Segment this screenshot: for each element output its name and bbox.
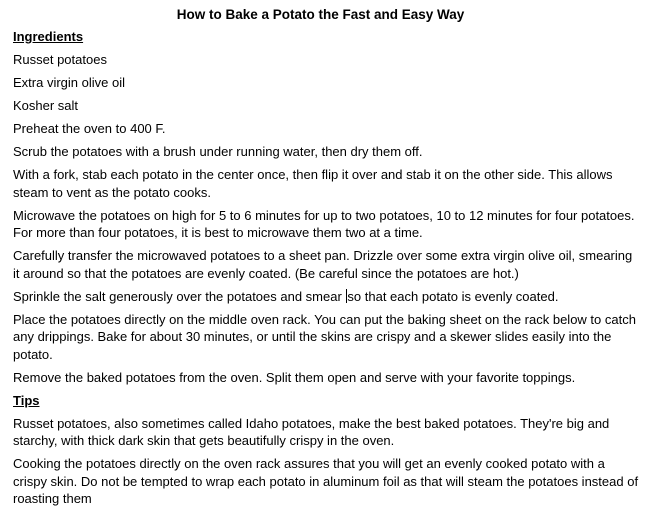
step-salt-text-after: so that each potato is evenly coated. bbox=[347, 288, 559, 304]
step-paragraph: Microwave the potatoes on high for 5 to 6 minutes for up to two potatoes, 10 to 12 minutes for four potatoes. For more than four potatoes, it is best to microwave them two at a time. bbox=[13, 207, 635, 240]
step-salt-text-before: Sprinkle the salt generously over the potatoes and smear bbox=[13, 288, 346, 304]
ingredient-item: Extra virgin olive oil bbox=[13, 75, 125, 90]
ingredient-item: Kosher salt bbox=[13, 98, 79, 113]
step-paragraph: Preheat the oven to 400 F. bbox=[13, 121, 166, 136]
document-title: How to Bake a Potato the Fast and Easy Way bbox=[176, 7, 465, 22]
ingredient-item: Russet potatoes bbox=[13, 52, 107, 67]
step-paragraph-salt bbox=[13, 288, 641, 306]
step-paragraph: Scrub the potatoes with a brush under running water, then dry them off. bbox=[13, 144, 423, 159]
ingredients-heading: Ingredients bbox=[13, 29, 84, 44]
step-paragraph: Carefully transfer the microwaved potatoes to a sheet pan. Drizzle over some extra virgin olive oil, smearing it around so that the potatoes are evenly coated. (Be careful since the potatoes are hot.) bbox=[13, 248, 633, 281]
step-paragraph: Place the potatoes directly on the middle oven rack. You can put the baking sheet on the rack below to catch any drippings. Bake for about 30 minutes, or until the skins are crispy and a skewer slides easily into the potato. bbox=[13, 311, 636, 362]
step-paragraph: With a fork, stab each potato in the center once, then flip it over and stab it on the other side. This allows steam to vent as the potato cooks. bbox=[13, 167, 613, 200]
document-body[interactable] bbox=[13, 6, 641, 513]
tip-paragraph: Russet potatoes, also sometimes called Idaho potatoes, make the best baked potatoes. They're big and starchy, with thick dark skin that gets beautifully crispy in the oven. bbox=[13, 415, 610, 448]
tips-heading: Tips bbox=[13, 392, 40, 408]
step-paragraph: Remove the baked potatoes from the oven. Split them open and serve with your favorite toppings. bbox=[13, 369, 576, 385]
tip-paragraph: Cooking the potatoes directly on the oven rack assures that you will get an evenly cooked potato with a crispy skin. Do not be tempted to wrap each potato in aluminum foil as that will steam the potatoes instead of roasting them bbox=[13, 456, 639, 506]
